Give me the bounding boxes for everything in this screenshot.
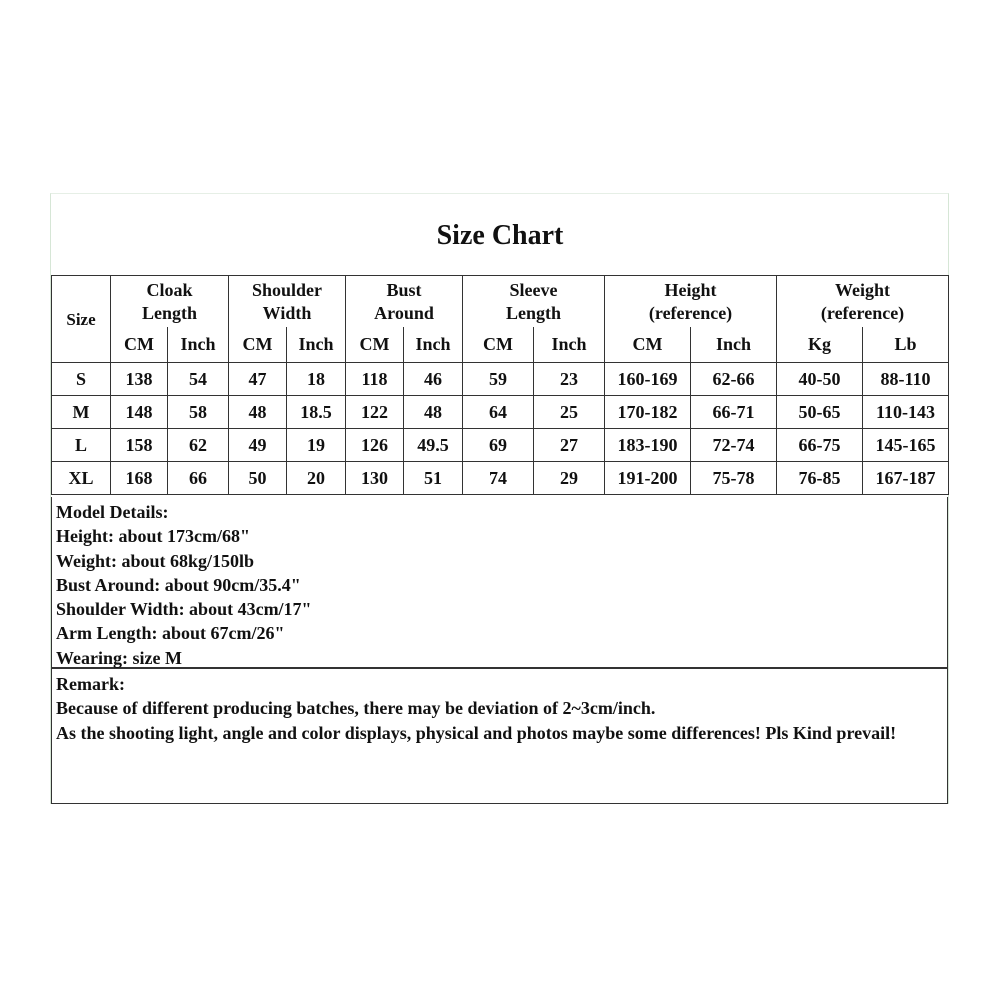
model-detail-line: Arm Length: about 67cm/26" [56, 623, 285, 644]
unit-header: Inch [691, 327, 777, 363]
table-cell: 110-143 [863, 396, 949, 429]
unit-header: Inch [287, 327, 346, 363]
table-cell: 50-65 [777, 396, 863, 429]
group-label-line1: Height [664, 279, 717, 300]
unit-header: Lb [863, 327, 949, 363]
table-cell: 48 [229, 396, 287, 429]
table-cell: 130 [346, 462, 404, 495]
size-label: M [52, 396, 111, 429]
table-cell: 27 [534, 429, 605, 462]
remark-line: As the shooting light, angle and color displays, physical and photos maybe some differences! Pls Kind prevail! [56, 722, 897, 743]
group-label-line2: (reference) [648, 302, 733, 323]
table-cell: 168 [111, 462, 168, 495]
table-cell: 23 [534, 363, 605, 396]
model-detail-line: Weight: about 68kg/150lb [56, 550, 255, 571]
model-detail-line: Height: about 173cm/68" [56, 526, 250, 547]
group-label-line2: Around [374, 302, 434, 323]
size-label: L [52, 429, 111, 462]
model-detail-line: Bust Around: about 90cm/35.4" [56, 574, 301, 595]
table-cell: 158 [111, 429, 168, 462]
table-cell: 46 [404, 363, 463, 396]
table-cell: 145-165 [863, 429, 949, 462]
table-cell: 122 [346, 396, 404, 429]
unit-header: Inch [404, 327, 463, 363]
group-label-line1: Cloak [146, 279, 193, 300]
unit-header: Kg [777, 327, 863, 363]
table-cell: 48 [404, 396, 463, 429]
table-cell: 18 [287, 363, 346, 396]
remark-heading: Remark: [56, 674, 125, 694]
table-cell: 29 [534, 462, 605, 495]
model-details-heading: Model Details: [56, 502, 169, 522]
table-cell: 170-182 [605, 396, 691, 429]
group-header-weight [777, 276, 949, 328]
table-cell: 88-110 [863, 363, 949, 396]
table-row-xl [52, 462, 949, 495]
table-row-s [52, 363, 949, 396]
table-cell: 167-187 [863, 462, 949, 495]
group-header-sleeve-length [463, 276, 605, 328]
group-label-line1: Shoulder [252, 279, 323, 300]
table-cell: 74 [463, 462, 534, 495]
model-detail-line: Wearing: size M [56, 647, 182, 668]
unit-header: Inch [168, 327, 229, 363]
size-table [51, 275, 949, 495]
size-label: S [52, 363, 111, 396]
table-cell: 148 [111, 396, 168, 429]
model-detail-line: Shoulder Width: about 43cm/17" [56, 599, 312, 620]
group-header-height [605, 276, 777, 328]
table-cell: 118 [346, 363, 404, 396]
unit-header: CM [346, 327, 404, 363]
unit-header: CM [463, 327, 534, 363]
table-cell: 62 [168, 429, 229, 462]
table-cell: 20 [287, 462, 346, 495]
remark-line: Because of different producing batches, there may be deviation of 2~3cm/inch. [56, 698, 656, 719]
unit-header: CM [111, 327, 168, 363]
table-cell: 126 [346, 429, 404, 462]
table-cell: 59 [463, 363, 534, 396]
table-cell: 51 [404, 462, 463, 495]
table-cell: 72-74 [691, 429, 777, 462]
size-column-header: Size [52, 276, 111, 363]
table-cell: 50 [229, 462, 287, 495]
group-label-line2: Length [506, 302, 562, 323]
table-cell: 40-50 [777, 363, 863, 396]
table-row-m [52, 396, 949, 429]
table-cell: 18.5 [287, 396, 346, 429]
table-cell: 75-78 [691, 462, 777, 495]
table-cell: 49.5 [404, 429, 463, 462]
unit-header: Inch [534, 327, 605, 363]
table-cell: 25 [534, 396, 605, 429]
table-cell: 69 [463, 429, 534, 462]
table-cell: 191-200 [605, 462, 691, 495]
table-cell: 66 [168, 462, 229, 495]
remark-box [51, 668, 948, 804]
table-cell: 54 [168, 363, 229, 396]
unit-header: CM [229, 327, 287, 363]
group-label-line1: Bust [386, 279, 422, 300]
table-cell: 183-190 [605, 429, 691, 462]
group-header-cloak-length [111, 276, 229, 328]
table-cell: 47 [229, 363, 287, 396]
group-header-bust-around [346, 276, 463, 328]
table-cell: 58 [168, 396, 229, 429]
model-details-box [51, 497, 948, 668]
table-cell: 160-169 [605, 363, 691, 396]
group-header-shoulder-width [229, 276, 346, 328]
table-cell: 19 [287, 429, 346, 462]
table-cell: 66-75 [777, 429, 863, 462]
group-label-line2: (reference) [820, 302, 905, 323]
group-label-line1: Sleeve [509, 279, 558, 300]
chart-title: Size Chart [436, 220, 564, 251]
table-row-l [52, 429, 949, 462]
table-cell: 76-85 [777, 462, 863, 495]
table-cell: 66-71 [691, 396, 777, 429]
group-label-line2: Width [262, 302, 312, 323]
table-cell: 62-66 [691, 363, 777, 396]
group-label-line2: Length [142, 302, 198, 323]
group-label-line1: Weight [835, 279, 891, 300]
table-cell: 64 [463, 396, 534, 429]
unit-header: CM [605, 327, 691, 363]
table-cell: 138 [111, 363, 168, 396]
table-cell: 49 [229, 429, 287, 462]
size-label: XL [52, 462, 111, 495]
